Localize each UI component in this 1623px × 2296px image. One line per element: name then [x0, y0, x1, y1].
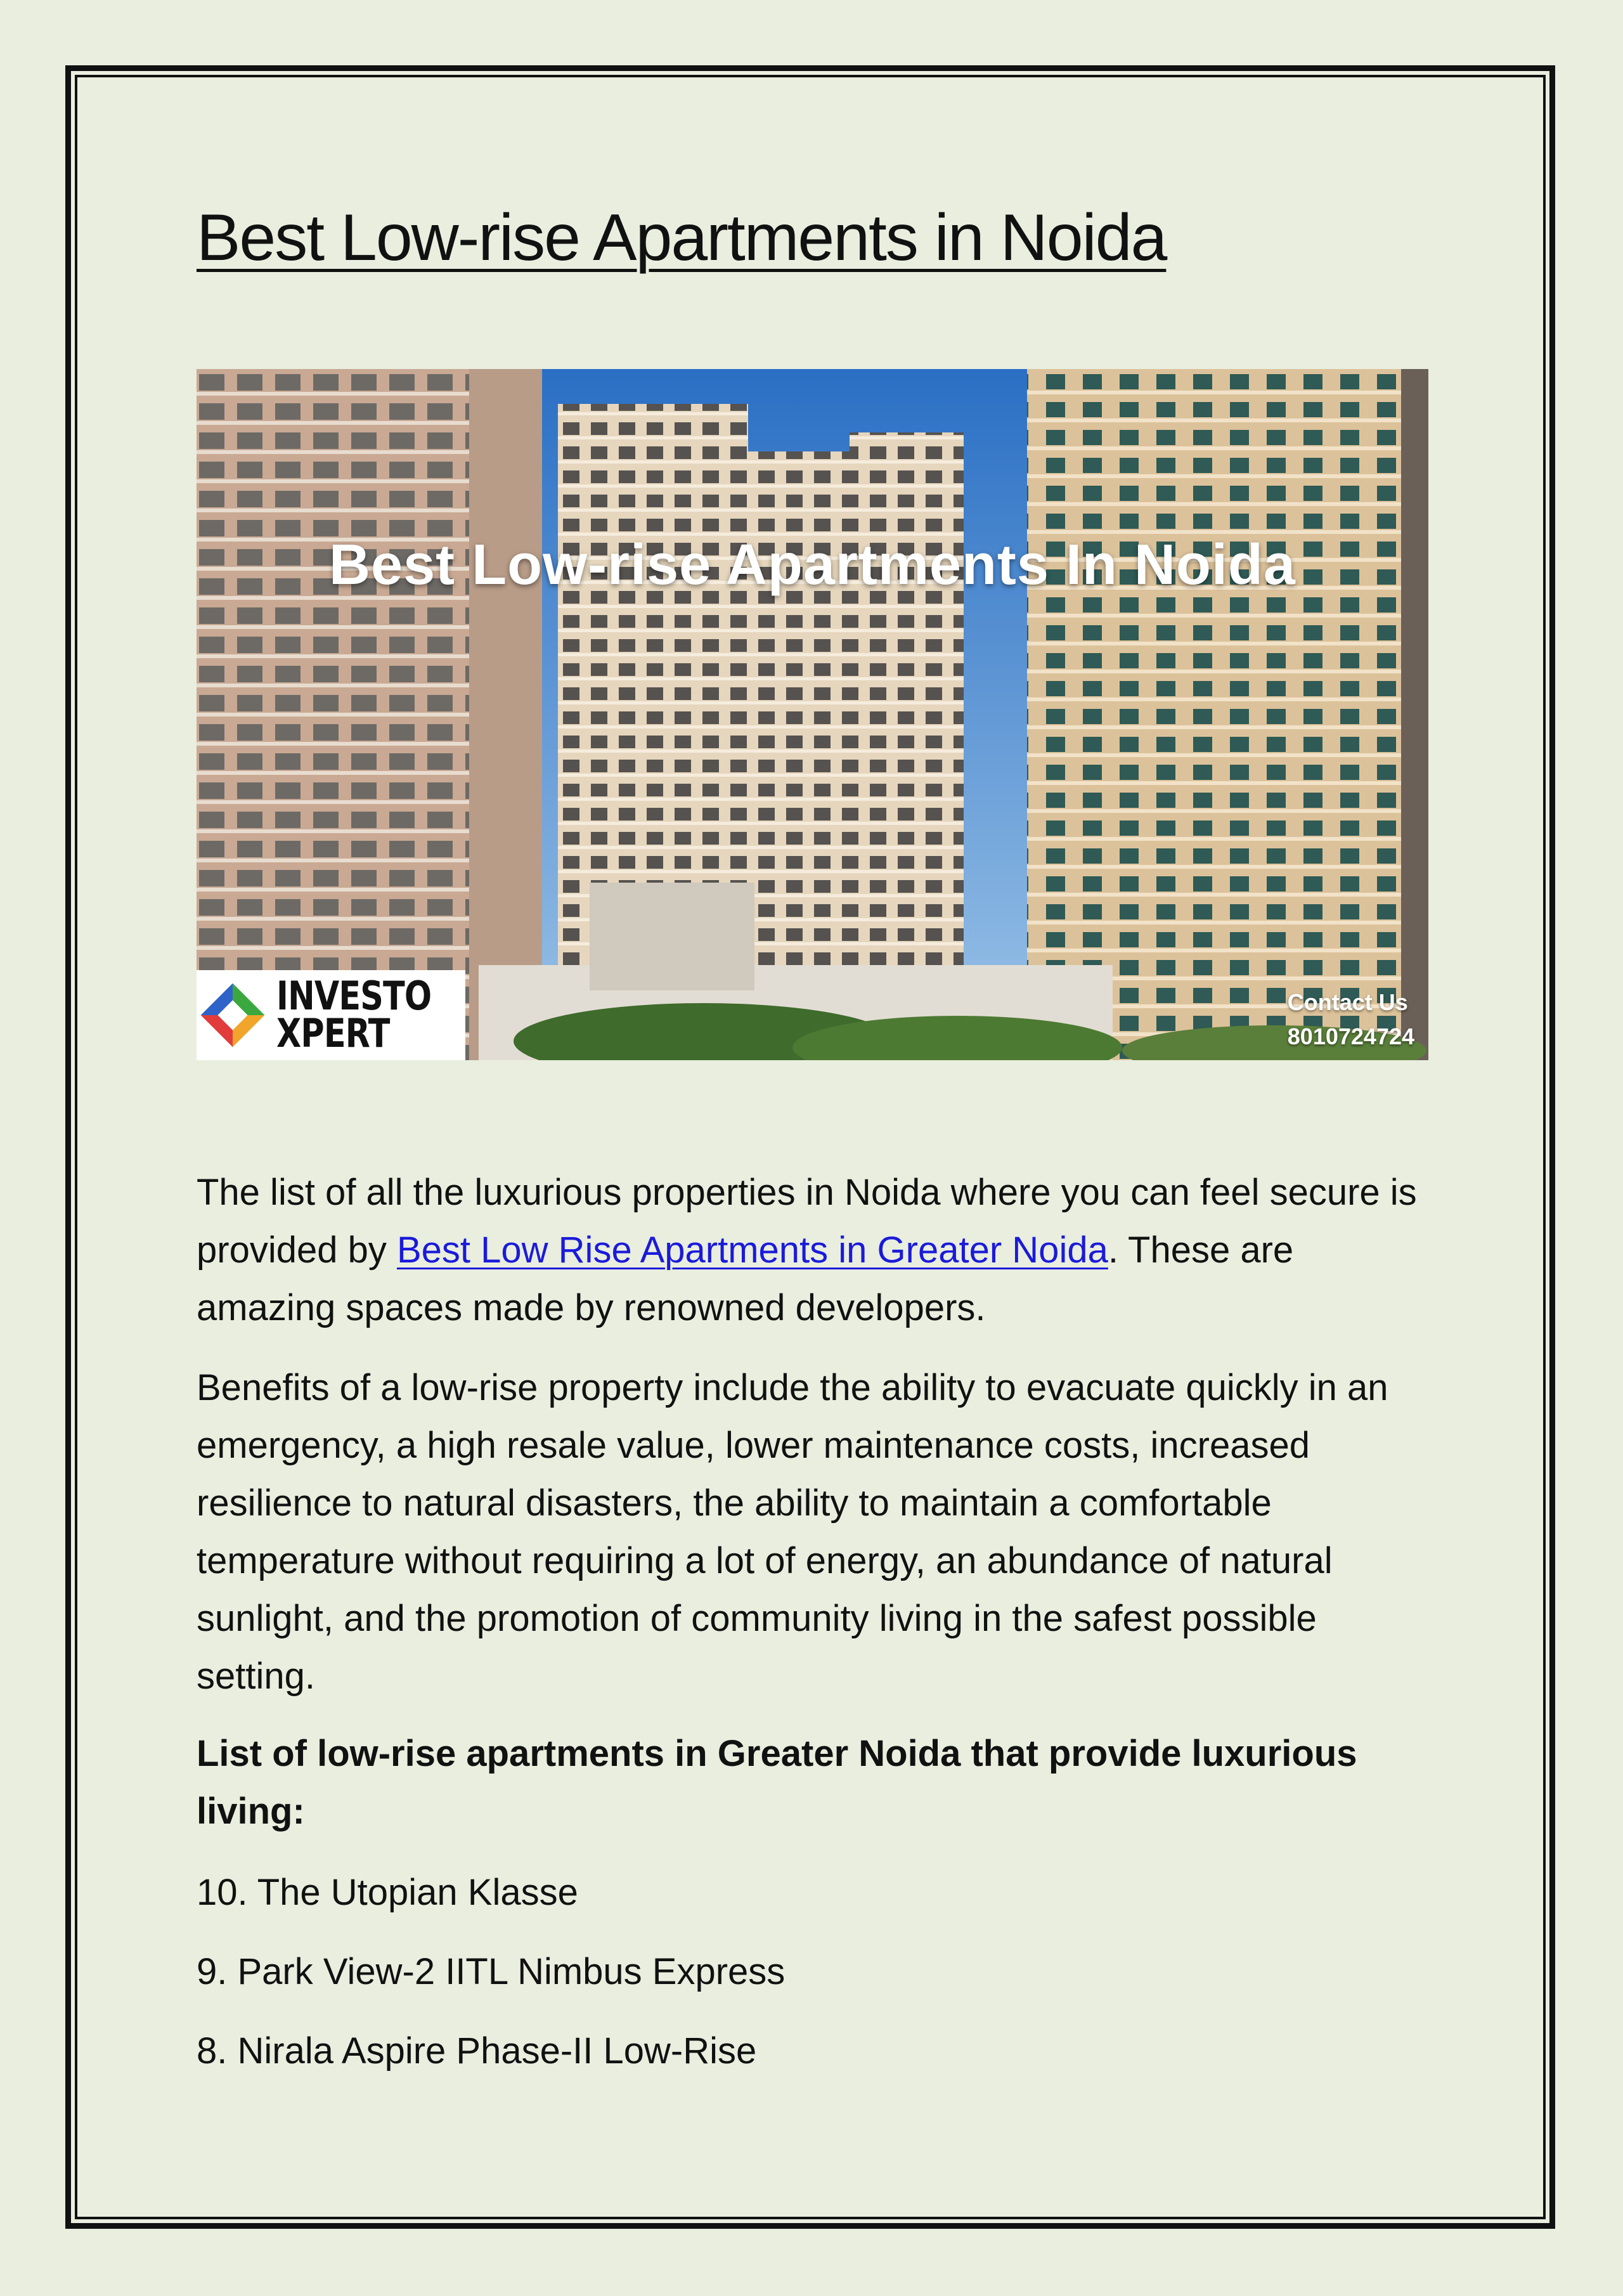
- contact-overlay: [1288, 985, 1414, 1054]
- benefits-paragraph: Benefits of a low-rise property include the ability to evacuate quickly in an emergency, a high resale value, lower maintenance costs, increased resilience to natural disasters, the ability to maintain a comfortable temperature without requiring a lot of energy, an abundance of natural sunlight, and the promotion of community living in the safest possible setting.: [197, 1367, 1388, 1697]
- list-item: 10. The Utopian Klasse: [197, 1872, 578, 1913]
- intro-text-after: . These are amazing spaces made by renowned developers.: [197, 1229, 1294, 1328]
- apartment-list: [197, 1864, 785, 2101]
- list-item: 9. Park View-2 IITL Nimbus Express: [197, 1951, 786, 1992]
- intro-text-before: The list of all the luxurious properties in Noida where you can feel secure is provided by: [197, 1172, 1417, 1271]
- investo-xpert-logo: [197, 970, 465, 1060]
- hero-overlay-title: Best Low-rise Apartments In Noida: [329, 533, 1296, 597]
- greater-noida-link[interactable]: Best Low Rise Apartments in Greater Noida: [396, 1229, 1108, 1271]
- logo-text: [276, 973, 432, 1056]
- contact-phone: 8010724724: [1287, 1023, 1414, 1049]
- page-title: Best Low-rise Apartments in Noida: [197, 201, 1167, 275]
- diamond-logo-icon: [198, 971, 268, 1060]
- intro-paragraph: [197, 1164, 1433, 1337]
- apartment-buildings-illustration: [197, 369, 1428, 1060]
- logo-line2: XPERT: [276, 1010, 390, 1056]
- hero-image: [197, 369, 1428, 1060]
- contact-label: Contact Us: [1287, 989, 1408, 1015]
- list-heading: List of low-rise apartments in Greater Noida that provide luxurious living:: [197, 1733, 1357, 1832]
- list-item: 8. Nirala Aspire Phase-II Low-Rise: [197, 2030, 757, 2072]
- logo-line1: INVESTO: [276, 973, 432, 1020]
